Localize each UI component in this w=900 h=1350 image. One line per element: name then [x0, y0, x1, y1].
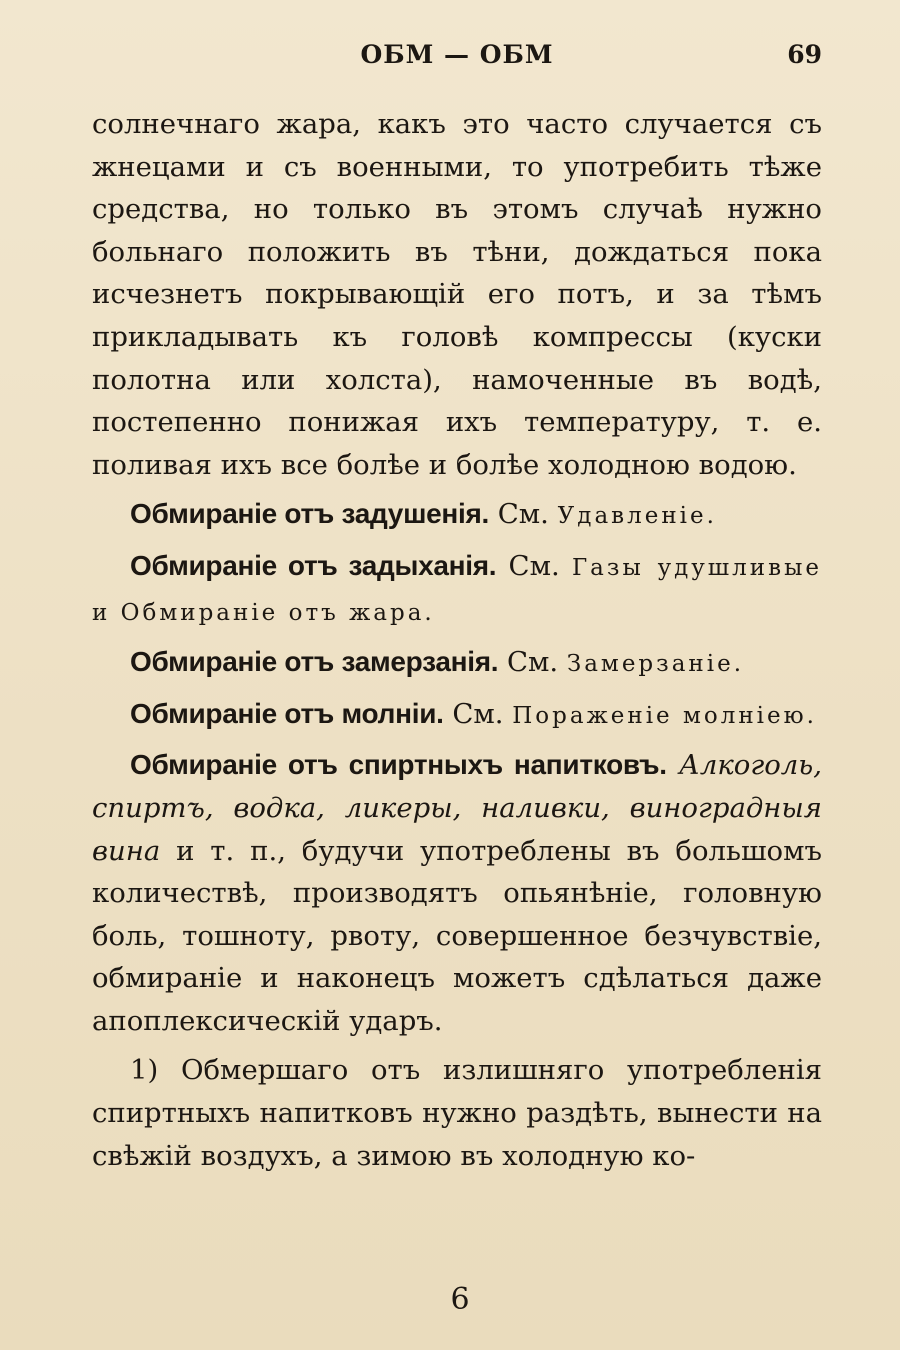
entry-heading: Обмираніе отъ замерзанія.: [130, 646, 499, 678]
cross-reference: Газы удушливые и Обмираніе отъ жара.: [92, 554, 822, 626]
entry-breathlessness: [92, 545, 822, 634]
entry-freezing: [92, 641, 822, 686]
entry-heading: Обмираніе отъ задушенія.: [130, 498, 489, 530]
cross-reference: Замерзаніе.: [566, 651, 745, 678]
paragraph-continued: солнечнаго жара, какъ это часто случается съ жнецами и съ военными, то употребить тѣже средства, но только въ этомъ случаѣ нужно больнаго положить въ тѣни, дождаться пока исчезнетъ покрывающій его потъ, и за тѣмъ прикладывать къ головѣ компрессы (куски полотна или холста), намоченные въ водѣ, постепенно понижая ихъ температуру, т. е. поливая ихъ все болѣе и болѣе холодною водою.: [92, 108, 822, 481]
see-label: См.: [443, 697, 513, 730]
entry-heading: Обмираніе отъ молніи.: [130, 697, 444, 729]
see-label: См.: [498, 646, 567, 679]
running-head: ОБМ — ОБМ: [360, 40, 554, 69]
italic-list: Алкоголь, спиртъ, водка, ликеры, наливки, виноградныя вина: [92, 749, 822, 867]
see-label: См.: [496, 549, 572, 582]
page-header: [92, 40, 822, 80]
entry-heading: Обмираніе отъ задыханія.: [130, 549, 497, 581]
signature-mark: 6: [450, 1282, 470, 1317]
entry-heading: Обмираніе отъ спиртныхъ напитковъ.: [130, 749, 667, 781]
numbered-paragraph: 1) Обмершаго отъ излишняго употребленія спиртныхъ напитковъ нужно раздѣть, вынести на свѣжій воздухъ, а зимою въ холодную ко-: [92, 1054, 822, 1172]
body-text: [92, 103, 822, 1177]
cross-reference: Удавленіе.: [557, 503, 717, 530]
entry-suffocation: [92, 493, 822, 538]
see-label: См.: [489, 498, 558, 531]
page-number: 69: [787, 40, 822, 69]
entry-spirits: [92, 744, 822, 1042]
cross-reference: Пораженіе молніею.: [512, 702, 817, 729]
entry-lightning: [92, 693, 822, 738]
entry-text: и т. п., будучи употреблены въ большомъ количествѣ, производятъ опьянѣніе, головную боль, тошноту, рвоту, совершенное безчувствіе, обмираніе и наконецъ можетъ сдѣлаться даже апоплексическій ударъ.: [92, 834, 822, 1037]
